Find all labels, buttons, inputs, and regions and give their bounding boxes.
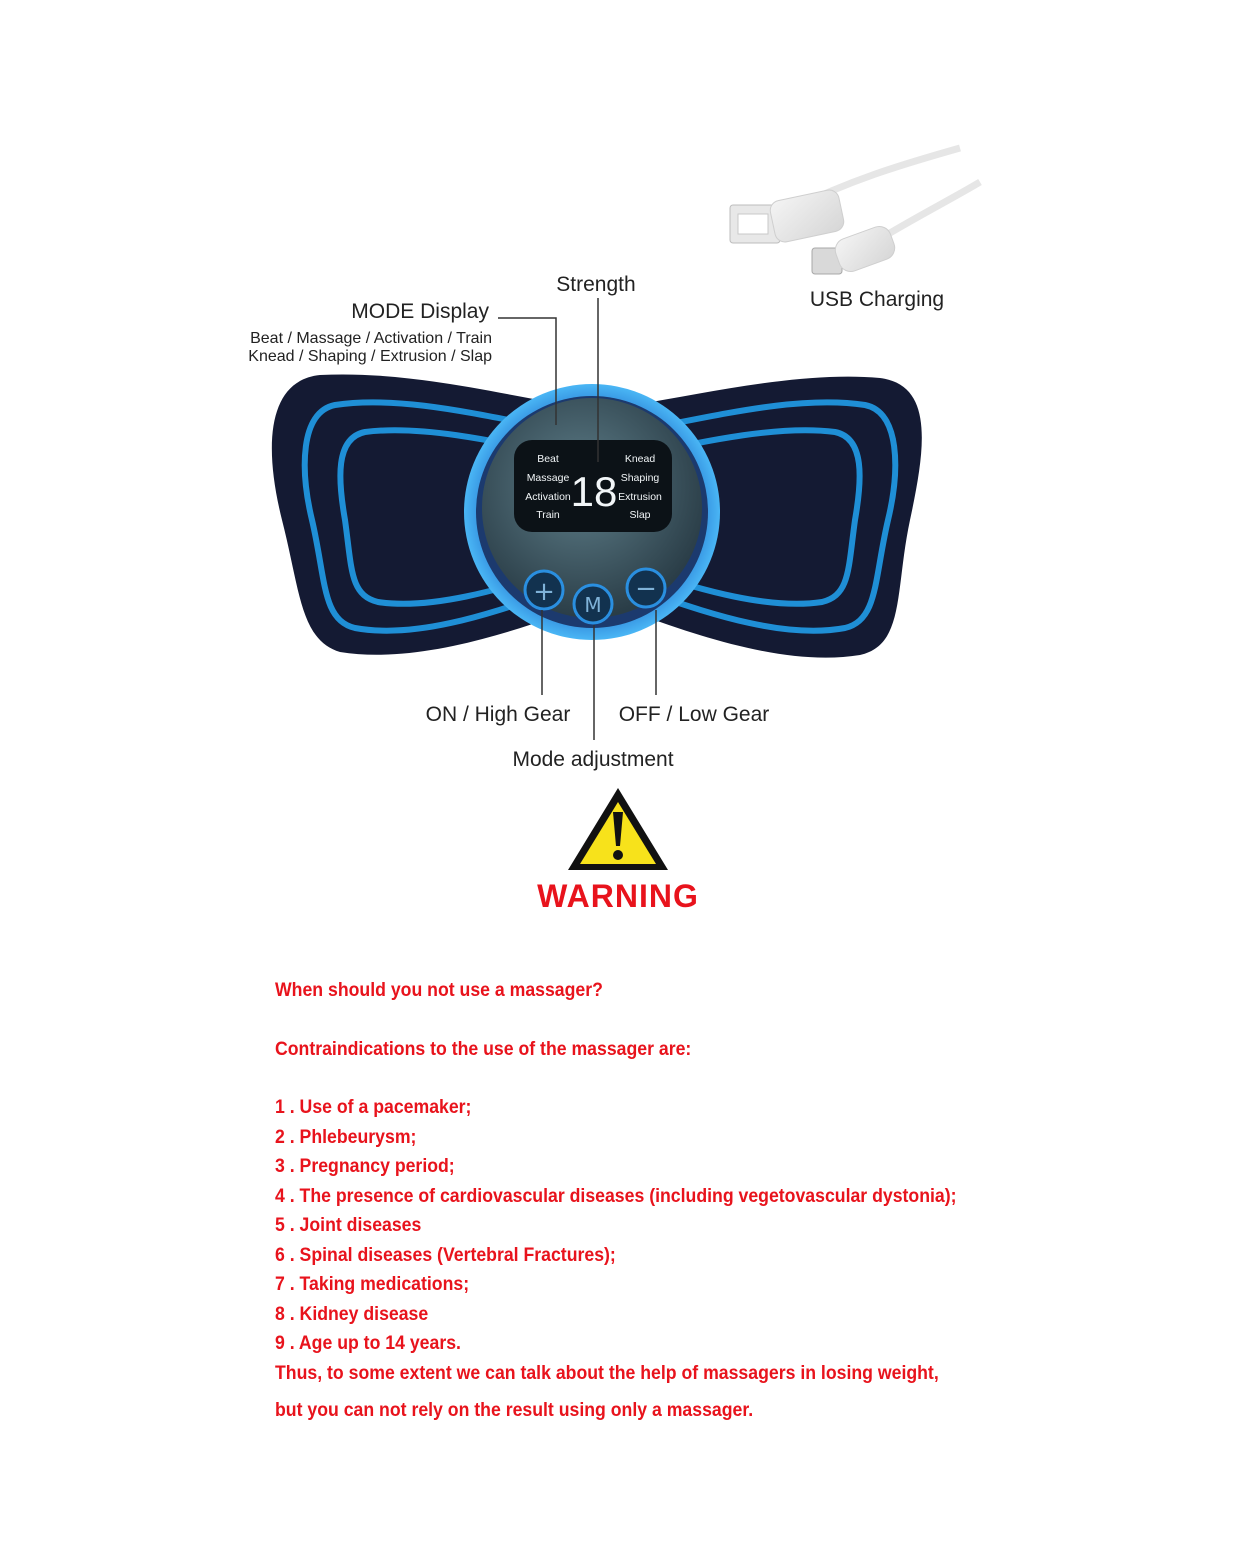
list-item: 1 . Use of a pacemaker; bbox=[275, 1097, 472, 1118]
list-item: 7 . Taking medications; bbox=[275, 1274, 470, 1295]
mode-list-line2: Knead / Shaping / Extrusion / Slap bbox=[248, 348, 492, 365]
list-item: 4 . The presence of cardiovascular diseases (including vegetovascular dystonia); bbox=[275, 1185, 957, 1207]
warning-conclusion-line1: Thus, to some extent we can talk about the help of massagers in losing weight, bbox=[275, 1362, 939, 1384]
lcd-mode-slap: Slap bbox=[629, 509, 651, 521]
warning-conclusion-line2: but you can not rely on the result using only a massager. bbox=[275, 1400, 754, 1421]
mode-adjustment-label: Mode adjustment bbox=[512, 748, 674, 771]
warning-intro: Contraindications to the use of the massager are: bbox=[275, 1038, 692, 1060]
lcd-mode-activation: Activation bbox=[525, 491, 571, 503]
mode-m-icon: M bbox=[584, 593, 602, 617]
lcd-strength-value: 18 bbox=[570, 468, 618, 515]
warning-triangle-icon bbox=[568, 788, 668, 870]
list-item: 8 . Kidney disease bbox=[275, 1303, 429, 1325]
lcd-mode-beat: Beat bbox=[537, 453, 559, 465]
list-item: 6 . Spinal diseases (Vertebral Fractures); bbox=[275, 1244, 616, 1266]
list-item: 9 . Age up to 14 years. bbox=[275, 1333, 461, 1354]
lcd-mode-extrusion: Extrusion bbox=[618, 491, 662, 503]
lcd-mode-massage: Massage bbox=[526, 472, 570, 484]
warning-text-block bbox=[275, 976, 1175, 1426]
warning-question: When should you not use a massager? bbox=[275, 980, 603, 1001]
contraindication-list bbox=[275, 1093, 1175, 1359]
lcd-mode-knead: Knead bbox=[624, 453, 656, 465]
lcd-mode-shaping: Shaping bbox=[620, 472, 660, 484]
strength-label: Strength bbox=[556, 273, 636, 296]
mode-display-label: MODE Display bbox=[351, 300, 489, 323]
on-high-gear-label: ON / High Gear bbox=[425, 703, 571, 726]
plus-icon: + bbox=[533, 577, 555, 607]
minus-button[interactable] bbox=[627, 569, 665, 607]
list-item: 3 . Pregnancy period; bbox=[275, 1156, 455, 1177]
warning-title: WARNING bbox=[537, 878, 699, 914]
mode-list-line1: Beat / Massage / Activation / Train bbox=[250, 330, 492, 347]
mode-button[interactable] bbox=[574, 585, 612, 623]
plus-button[interactable] bbox=[525, 571, 563, 609]
minus-icon: − bbox=[635, 574, 657, 604]
usb-charging-label: USB Charging bbox=[809, 288, 945, 311]
list-item: 5 . Joint diseases bbox=[275, 1215, 422, 1236]
lcd-mode-train: Train bbox=[536, 509, 560, 521]
list-item: 2 . Phlebeurysm; bbox=[275, 1126, 417, 1148]
usb-cable-icon bbox=[730, 148, 980, 275]
off-low-gear-label: OFF / Low Gear bbox=[618, 703, 770, 726]
